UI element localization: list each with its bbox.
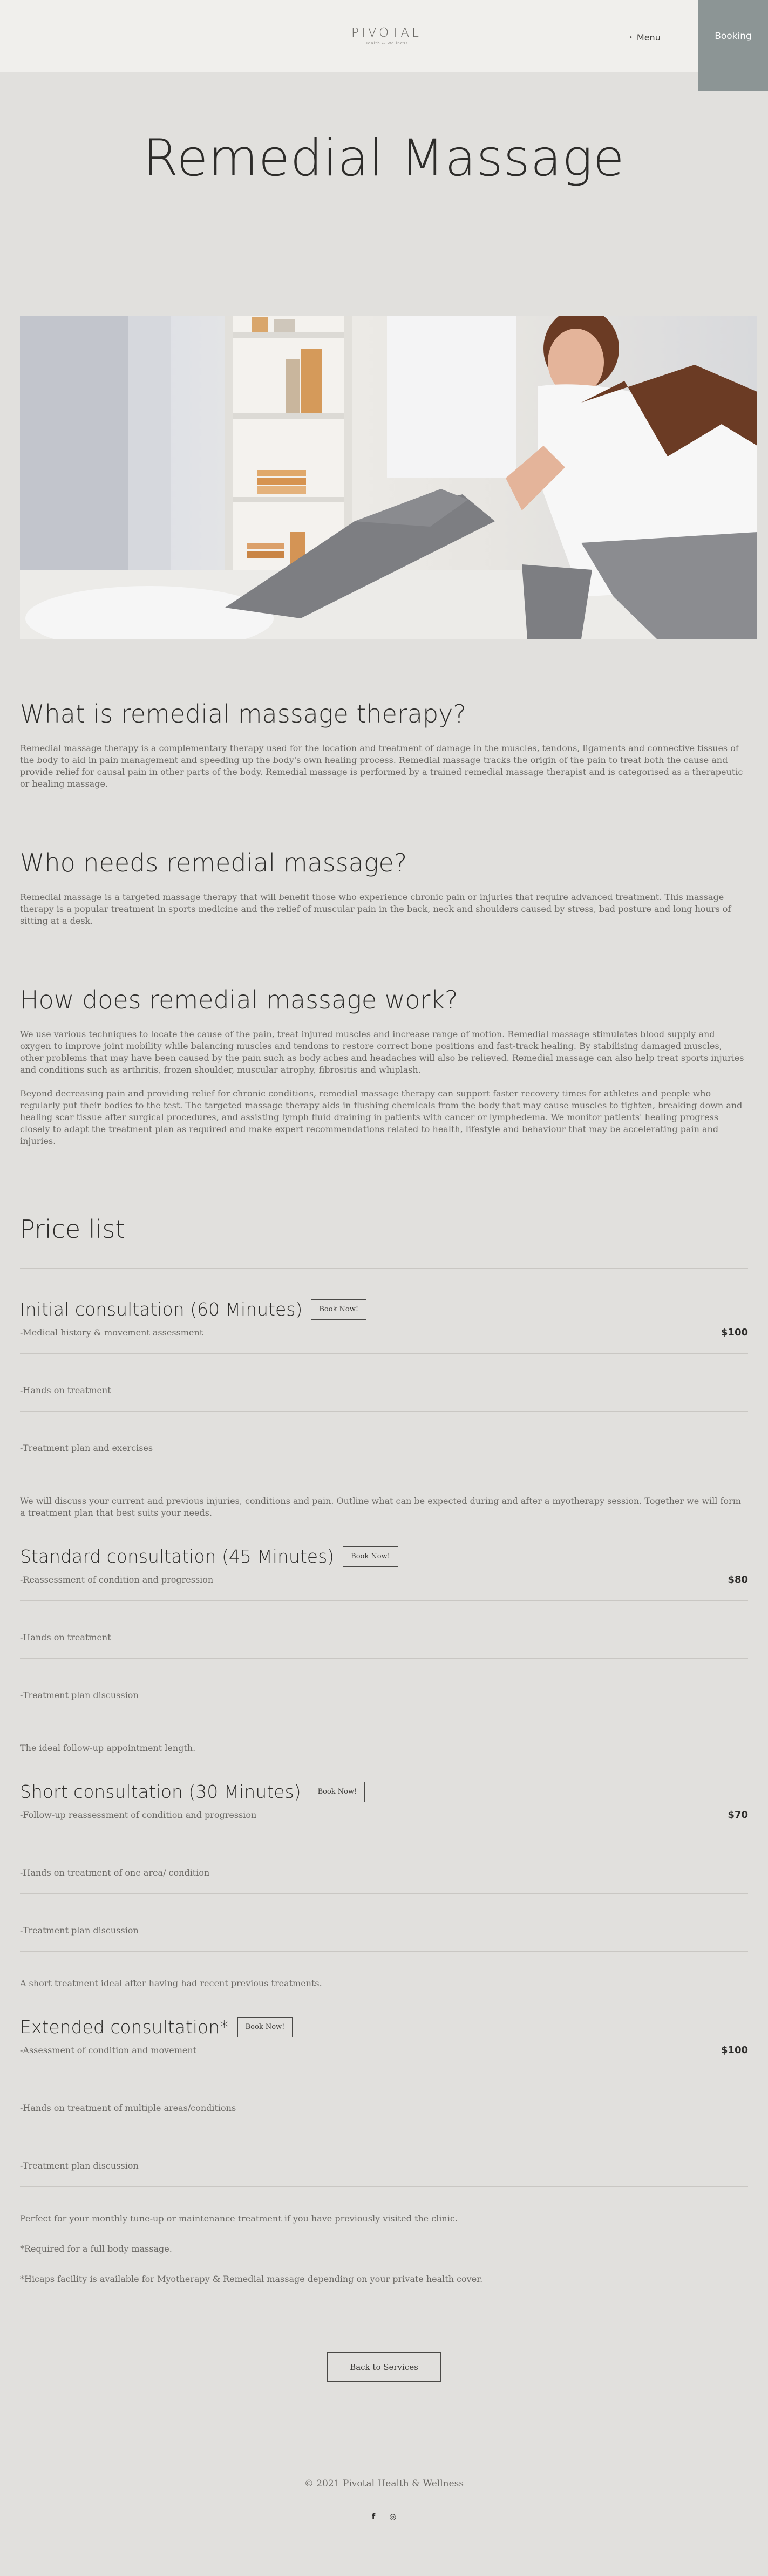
site-logo[interactable] xyxy=(351,26,422,45)
consultation-header xyxy=(20,1781,748,1802)
price-row xyxy=(20,1323,748,1341)
divider xyxy=(20,1353,748,1354)
item-label: -Treatment plan and exercises xyxy=(20,1442,153,1453)
consultation-header xyxy=(20,1299,748,1320)
instagram-icon[interactable]: ◎ xyxy=(389,2512,397,2522)
back-to-services-button[interactable]: Back to Services xyxy=(327,2352,441,2382)
item-label: -Hands on treatment xyxy=(20,1385,111,1395)
item-label: -Reassessment of condition and progression xyxy=(20,1574,214,1585)
hero-image-massage xyxy=(20,316,757,639)
booking-button[interactable]: Booking xyxy=(698,0,768,91)
price-row xyxy=(20,2041,748,2059)
footnote: *Hicaps facility is available for Myotherapy & Remedial massage depending on your private health cover. xyxy=(20,2274,483,2284)
book-now-button[interactable]: Book Now! xyxy=(237,2017,293,2037)
list-item xyxy=(20,1628,748,1646)
menu-dot-icon: • xyxy=(629,35,633,40)
section-paragraph: Beyond decreasing pain and providing relief for chronic conditions, remedial massage therapy can support faster recovery times for athletes and people who regularly put their bodies to the test. The targeted massage therapy aids in flushing chemicals from the body that may cause muscles to tighten, breaking down and healing scar tissue after surgical procedures, and assisting lymph fluid draining in patients with cancer or lymphedema. We monitor patients' healing progress closely to adapt the treatment plan as required and make expert recommendations related to health, lifestyle and behaviour that may be accelerating pain and injuries. xyxy=(20,1088,743,1146)
divider xyxy=(20,1951,748,1952)
price-value: $100 xyxy=(721,2044,748,2056)
facebook-icon[interactable]: f xyxy=(371,2512,376,2522)
item-label: -Assessment of condition and movement xyxy=(20,2045,197,2055)
item-label: -Medical history & movement assessment xyxy=(20,1327,203,1338)
list-item xyxy=(20,2156,748,2175)
consultation-title: Extended consultation* xyxy=(20,2016,229,2037)
item-label: -Hands on treatment of multiple areas/conditions xyxy=(20,2102,236,2113)
divider xyxy=(20,2186,748,2187)
list-item xyxy=(20,1439,748,1457)
consultation-header xyxy=(20,1546,748,1567)
consultation-note: A short treatment ideal after having had recent previous treatments. xyxy=(20,1978,322,1988)
consultation-title: Initial consultation (60 Minutes) xyxy=(20,1299,303,1320)
price-list-title: Price list xyxy=(20,1215,125,1244)
consultation-note: Perfect for your monthly tune-up or maintenance treatment if you have previously visited the clinic. xyxy=(20,2213,458,2224)
menu-button[interactable] xyxy=(629,32,661,43)
consultation-header xyxy=(20,2016,748,2037)
section-paragraph: We use various techniques to locate the cause of the pain, treat injured muscles and increase range of motion. Remedial massage stimulates blood supply and oxygen to improve joint mobility while balancing muscles and tendons to restore correct bone positions and fast-track healing. By stabilising damaged muscles, other problems that may have been caused by the pain such as body aches and headaches will also be relieved. Remedial massage can also help treat sports injuries and conditions such as arthritis, frozen shoulder, muscular atrophy, fibrositis and whiplash. xyxy=(20,1029,744,1075)
price-value: $70 xyxy=(728,1809,748,1821)
price-value: $100 xyxy=(721,1326,748,1338)
footnote: *Required for a full body massage. xyxy=(20,2244,172,2254)
item-label: -Treatment plan discussion xyxy=(20,1689,139,1700)
item-label: -Treatment plan discussion xyxy=(20,1925,139,1936)
logo-tagline: Health & Wellness xyxy=(364,41,409,45)
back-button-wrap xyxy=(20,2352,748,2382)
menu-label: Menu xyxy=(636,32,661,43)
item-label: -Follow-up reassessment of condition and progression xyxy=(20,1809,257,1820)
section-paragraph: Remedial massage therapy is a complementary therapy used for the location and treatment of damage in the muscles, tendons, ligaments and connective tissues of the body to aid in pain management and speeding up the body's own healing process. Remedial massage tracks the origin of the pain to treat both the cause and provide relief for causal pain in other parts of the body. Remedial massage is performed by a trained remedial massage therapist and is categorised as a therapeutic or healing massage. xyxy=(20,743,743,789)
list-item xyxy=(20,2098,748,2117)
consultation-note: The ideal follow-up appointment length. xyxy=(20,1743,196,1753)
item-label: -Treatment plan discussion xyxy=(20,2160,139,2171)
divider xyxy=(20,1411,748,1412)
list-item xyxy=(20,1686,748,1704)
price-row xyxy=(20,1805,748,1824)
price-value: $80 xyxy=(728,1573,748,1585)
consultation-note: We will discuss your current and previous injuries, conditions and pain. Outline what can be expected during and after a myotherapy session. Together we will form a treatment plan that best suits your needs. xyxy=(20,1496,741,1518)
hero-illustration xyxy=(20,316,757,639)
book-now-button[interactable]: Book Now! xyxy=(311,1299,366,1320)
book-now-button[interactable]: Book Now! xyxy=(310,1782,365,1802)
list-item xyxy=(20,1863,748,1882)
price-row xyxy=(20,1570,748,1589)
divider xyxy=(20,1658,748,1659)
divider xyxy=(20,1268,748,1269)
footer-copyright: © 2021 Pivotal Health & Wellness xyxy=(304,2478,464,2489)
main-content xyxy=(0,699,768,2555)
logo-text: PIVOTAL xyxy=(351,26,422,40)
item-label: -Hands on treatment of one area/ condition xyxy=(20,1867,210,1878)
divider xyxy=(20,1600,748,1601)
page-title: Remedial Massage xyxy=(143,129,625,188)
consultation-title: Standard consultation (45 Minutes) xyxy=(20,1546,335,1567)
section-heading-how-works: How does remedial massage work? xyxy=(20,985,458,1014)
site-header xyxy=(0,0,768,72)
book-now-button[interactable]: Book Now! xyxy=(343,1546,398,1567)
social-links xyxy=(20,2512,748,2555)
consultation-title: Short consultation (30 Minutes) xyxy=(20,1781,301,1802)
divider xyxy=(20,1893,748,1894)
section-heading-who-needs: Who needs remedial massage? xyxy=(20,848,407,877)
section-heading-what-is: What is remedial massage therapy? xyxy=(20,699,466,728)
list-item xyxy=(20,1921,748,1939)
section-paragraph: Remedial massage is a targeted massage therapy that will benefit those who experience chronic pain or injuries that require advanced treatment. This massage therapy is a popular treatment in sports medicine and the relief of muscular pain in the back, neck and shoulders caused by stress, bad posture and long hours of sitting at a desk. xyxy=(20,892,731,926)
list-item xyxy=(20,1381,748,1399)
item-label: -Hands on treatment xyxy=(20,1632,111,1643)
